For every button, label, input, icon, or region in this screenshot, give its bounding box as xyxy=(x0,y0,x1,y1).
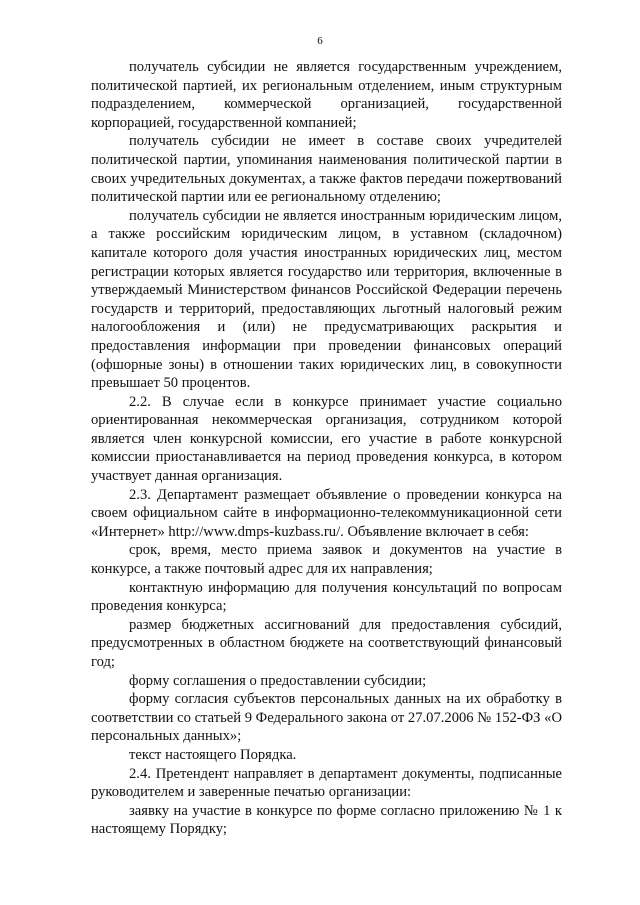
paragraph-10: форму согласия субъектов персональных данных на их обработку в соответствии со статьей 9 Федерального закона от 27.07.2006 № 152-ФЗ «О персональных данных»; xyxy=(91,691,562,745)
paragraph-13: заявку на участие в конкурсе по форме согласно приложению № 1 к настоящему Порядку; xyxy=(91,802,562,838)
paragraph-12: 2.4. Претендент направляет в департамент документы, подписанные руководителем и заверенные печатью организации: xyxy=(91,765,562,801)
document-body xyxy=(91,58,562,839)
page-number: 6 xyxy=(317,35,323,47)
paragraph-11: текст настоящего Порядка. xyxy=(129,746,297,763)
paragraph-8: размер бюджетных ассигнований для предоставления субсидий, предусмотренных в областном бюджете на соответствующий финансовый год; xyxy=(91,616,562,670)
paragraph-2: получатель субсидии не имеет в составе своих учредителей политической партии, упоминания наименования политической партии в своих учредительных документах, а также фактов передачи пожертвований политической партии или ее региональному отделению; xyxy=(91,133,562,206)
paragraph-3: получатель субсидии не является иностранным юридическим лицом, а также российским юридическим лицом, в уставном (складочном) капитале которого доля участия иностранных юридических лиц, местом регистрации которых является государство или территория, включенные в утверждаемый Министерством финансов Российской Федерации перечень государств и территорий, предоставляющих льготный налоговый режим налогообложения и (или) не предусматривающих раскрытия и предоставления информации при проведении финансовых операций (офшорные зоны) в отношении таких юридических лиц, в совокупности превышает 50 процентов. xyxy=(91,207,562,392)
paragraph-7: контактную информацию для получения консультаций по вопросам проведения конкурса; xyxy=(91,579,562,615)
paragraph-4: 2.2. В случае если в конкурсе принимает участие социально ориентированная некоммерческая организация, сотрудником которой является член конкурсной комиссии, его участие в работе конкурсной комиссии приостанавливается на период проведения конкурса, в котором участвует данная организация. xyxy=(91,393,562,485)
paragraph-9: форму соглашения о предоставлении субсидии; xyxy=(129,672,427,689)
paragraph-1: получатель субсидии не является государственным учреждением, политической партией, их региональным отделением, иным структурным подразделением, коммерческой организацией, государственной корпорацией, государственной компанией; xyxy=(91,59,562,131)
paragraph-6: срок, время, место приема заявок и документов на участие в конкурсе, а также почтовый адрес для их направления; xyxy=(91,542,562,578)
paragraph-5: 2.3. Департамент размещает объявление о проведении конкурса на своем официальном сайте в информационно-телекоммуникационной сети «Интернет» http://www.dmps-kuzbass.ru/. Объявление включает в себя: xyxy=(91,486,562,540)
